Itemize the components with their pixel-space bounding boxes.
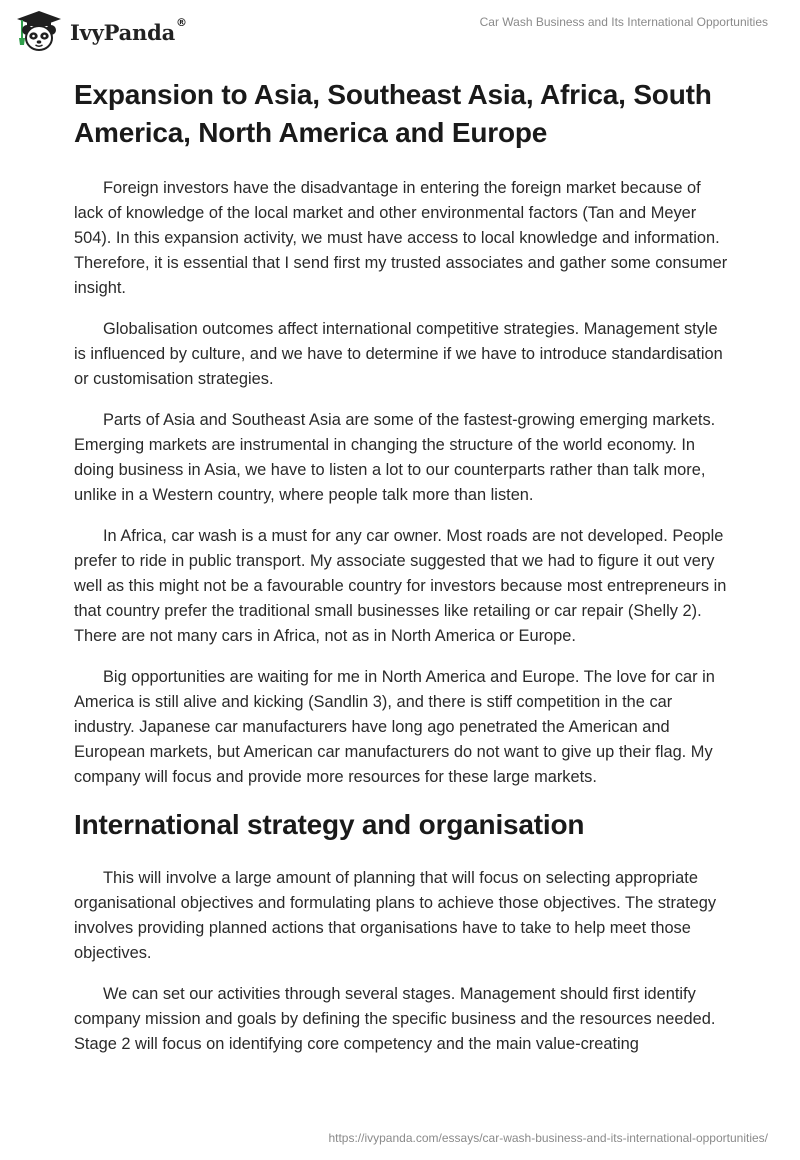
paragraph: Foreign investors have the disadvantage in entering the foreign market because of lack of knowledge of the local market and other environmental factors (Tan and Meyer 504). In this expansion activity, we must have access to local knowledge and information. Therefore, it is essential that I send first my trusted associates and gather some consumer insight.: [74, 179, 728, 297]
source-url[interactable]: https://ivypanda.com/essays/car-wash-business-and-its-international-opportunities/: [328, 1131, 768, 1145]
brand-logo[interactable]: [14, 9, 187, 53]
section-heading-expansion: Expansion to Asia, Southeast Asia, Africa, South America, North America and Europe: [74, 79, 712, 148]
page-header: [0, 0, 800, 66]
paragraph: Globalisation outcomes affect international competitive strategies. Management style is influenced by culture, and we have to determine if we have to introduce standardisation or customisation strategies.: [74, 320, 723, 388]
paragraph: Big opportunities are waiting for me in North America and Europe. The love for car in America is still alive and kicking (Sandlin 3), and there is stiff competition in the car industry. Japanese car manufacturers have long ago penetrated the American and European markets, but American car manufacturers do not want to give up their flag. My company will focus and provide more resources for these large markets.: [74, 668, 715, 786]
article-body: [74, 76, 734, 1073]
document-title: Car Wash Business and Its International Opportunities: [479, 15, 768, 29]
section-heading-strategy: International strategy and organisation: [74, 809, 585, 840]
paragraph: Parts of Asia and Southeast Asia are some of the fastest-growing emerging markets. Emerging markets are instrumental in changing the structure of the world economy. In doing business in Asia, we have to listen a lot to our counterparts rather than talk more, unlike in a Western country, where people talk more than listen.: [74, 411, 716, 504]
paragraph: In Africa, car wash is a must for any car owner. Most roads are not developed. People prefer to ride in public transport. My associate suggested that we had to figure it out very well as this might not be a favourable country for investors because most entrepreneurs in that country prefer the traditional small businesses like retailing or car repair (Shelly 2). There are not many cars in Africa, not as in North America or Europe.: [74, 527, 727, 645]
panda-graduate-logo-icon: [14, 9, 64, 53]
paragraph: This will involve a large amount of planning that will focus on selecting appropriate organisational objectives and formulating plans to achieve those objectives. The strategy involves providing planned actions that organisations have to take to help meet those objectives.: [74, 869, 717, 962]
registered-mark: ®: [176, 15, 187, 29]
paragraph: We can set our activities through several stages. Management should first identify company mission and goals by defining the specific business and the resources needed. Stage 2 will focus on identifying core competency and the main value-creating: [74, 985, 716, 1053]
brand-name: IvyPanda®: [70, 15, 187, 45]
